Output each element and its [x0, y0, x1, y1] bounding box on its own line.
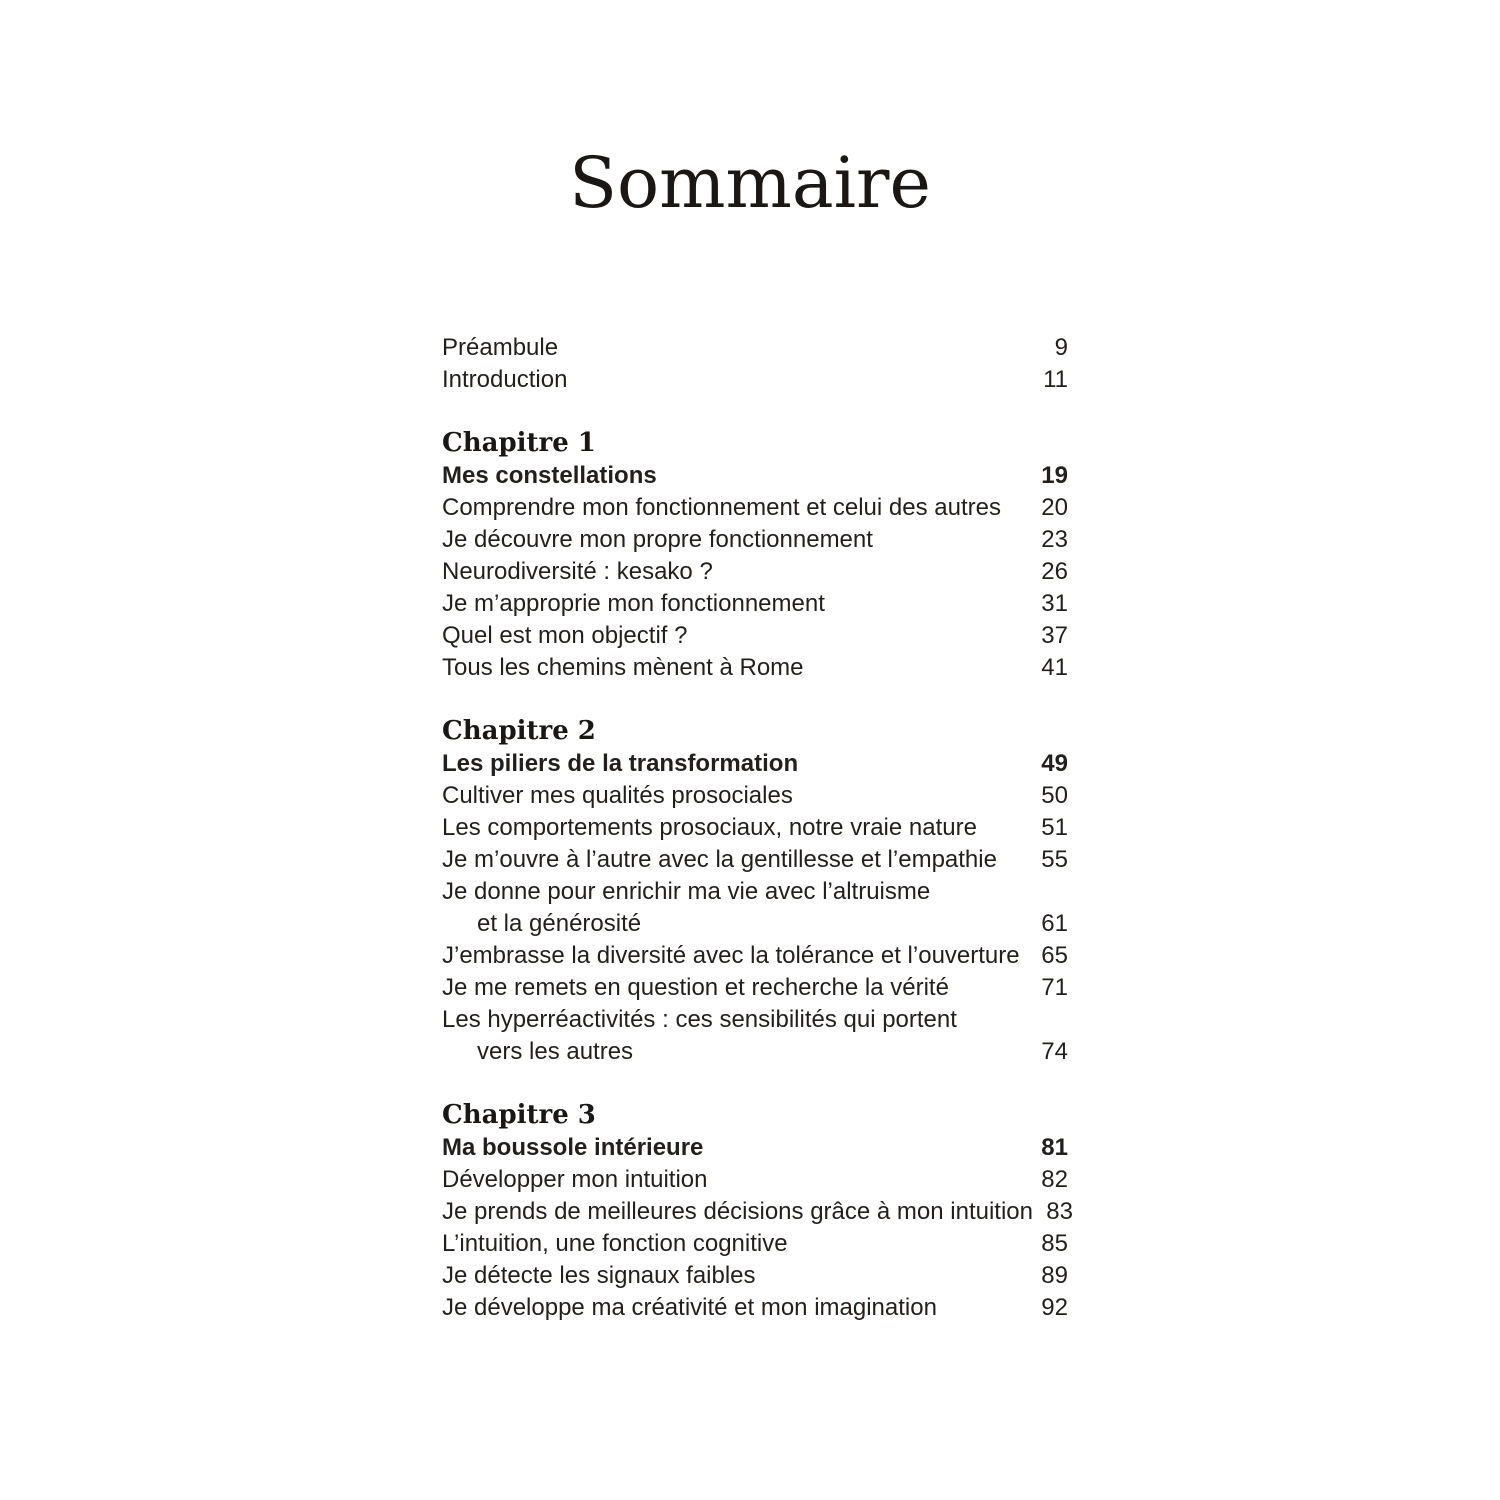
toc-entry-label: Développer mon intuition [442, 1166, 708, 1193]
chapter-title-page: 49 [1041, 750, 1068, 777]
toc-entry-label: Je m’approprie mon fonctionnement [442, 590, 825, 617]
toc-entry-page: 20 [1041, 494, 1068, 521]
chapter-heading-1: Chapitre 1 [442, 428, 596, 458]
toc-entry [442, 524, 1068, 556]
toc-entry-label: Je développe ma créativité et mon imagination [442, 1294, 937, 1321]
chapter-title-label: Mes constellations [442, 462, 657, 489]
toc-entry-label: vers les autres [477, 1038, 634, 1065]
toc-entry-label: Quel est mon objectif ? [442, 622, 688, 649]
toc-entry [442, 1196, 1073, 1228]
toc-entry-continuation [442, 908, 1068, 940]
chapter-title-page: 19 [1041, 462, 1068, 489]
toc-entry-label: J’embrasse la diversité avec la tolérance et l’ouverture [442, 942, 1020, 969]
toc-entry [442, 492, 1068, 524]
toc-entry-label: Préambule [442, 334, 559, 361]
toc-entry-label: Introduction [442, 366, 568, 393]
toc-entry-page: 26 [1041, 558, 1068, 585]
toc-entry [442, 940, 1068, 972]
toc-entry-label: Je détecte les signaux faibles [442, 1262, 756, 1289]
toc-entry-page: 41 [1041, 654, 1068, 681]
toc-entry-label: Neurodiversité : kesako ? [442, 558, 713, 585]
toc-entry-page: 50 [1041, 782, 1068, 809]
toc-entry-page: 37 [1041, 622, 1068, 649]
toc-entry [442, 972, 1068, 1004]
toc-entry-page: 61 [1041, 910, 1068, 937]
toc-entry-continuation [442, 1036, 1068, 1068]
toc-entry [442, 556, 1068, 588]
chapter-title-label: Les piliers de la transformation [442, 750, 799, 777]
toc-entry [442, 588, 1068, 620]
chapter-title-1 [442, 460, 1068, 492]
toc-entry-label: Tous les chemins mènent à Rome [442, 654, 804, 681]
chapter-title-2 [442, 748, 1068, 780]
toc-entry-page: 92 [1041, 1294, 1068, 1321]
toc-entry [442, 876, 1068, 908]
toc-entry-page: 65 [1041, 942, 1068, 969]
toc-entry [442, 1164, 1068, 1196]
toc-entry [442, 812, 1068, 844]
toc-entry [442, 780, 1068, 812]
toc-entry-page: 11 [1043, 366, 1068, 393]
toc-entry-label: Je m’ouvre à l’autre avec la gentillesse et l’empathie [442, 846, 997, 873]
toc-entry-label: L’intuition, une fonction cognitive [442, 1230, 788, 1257]
chapter-heading-3: Chapitre 3 [442, 1100, 596, 1130]
toc-entry-label: Je prends de meilleures décisions grâce à mon intuition [442, 1198, 1033, 1225]
toc-entry-preambule [442, 332, 1068, 364]
toc-entry-page: 71 [1041, 974, 1068, 1001]
toc-entry [442, 652, 1068, 684]
toc-entry-page: 23 [1041, 526, 1068, 553]
toc-entry [442, 1260, 1068, 1292]
toc-entry-label: Je donne pour enrichir ma vie avec l’altruisme [442, 878, 931, 905]
chapter-title-3 [442, 1132, 1068, 1164]
toc-entry-page: 83 [1046, 1198, 1073, 1225]
table-of-contents [442, 332, 1073, 1324]
toc-entry [442, 620, 1068, 652]
toc-entry-page: 51 [1041, 814, 1068, 841]
chapter-heading-2: Chapitre 2 [442, 716, 596, 746]
toc-entry-page: 31 [1041, 590, 1068, 617]
page-title: Sommaire [569, 142, 931, 224]
toc-entry-label: Cultiver mes qualités prosociales [442, 782, 793, 809]
toc-entry-page: 82 [1041, 1166, 1068, 1193]
toc-entry-label: Je me remets en question et recherche la vérité [442, 974, 949, 1001]
toc-entry [442, 844, 1068, 876]
toc-entry-page: 9 [1054, 334, 1068, 361]
toc-entry-label: Les hyperréactivités : ces sensibilités qui portent [442, 1006, 957, 1033]
toc-entry-label: et la générosité [477, 910, 642, 937]
toc-entry [442, 1004, 1068, 1036]
toc-entry-page: 74 [1041, 1038, 1068, 1065]
toc-entry-label: Je découvre mon propre fonctionnement [442, 526, 873, 553]
toc-entry-page: 55 [1041, 846, 1068, 873]
chapter-title-page: 81 [1041, 1134, 1068, 1161]
toc-entry-page: 85 [1041, 1230, 1068, 1257]
toc-entry-page: 89 [1041, 1262, 1068, 1289]
toc-entry-label: Les comportements prosociaux, notre vraie nature [442, 814, 977, 841]
toc-entry [442, 1228, 1068, 1260]
toc-entry [442, 1292, 1068, 1324]
toc-entry-label: Comprendre mon fonctionnement et celui des autres [442, 494, 1001, 521]
chapter-title-label: Ma boussole intérieure [442, 1134, 704, 1161]
toc-entry-introduction [442, 364, 1068, 396]
